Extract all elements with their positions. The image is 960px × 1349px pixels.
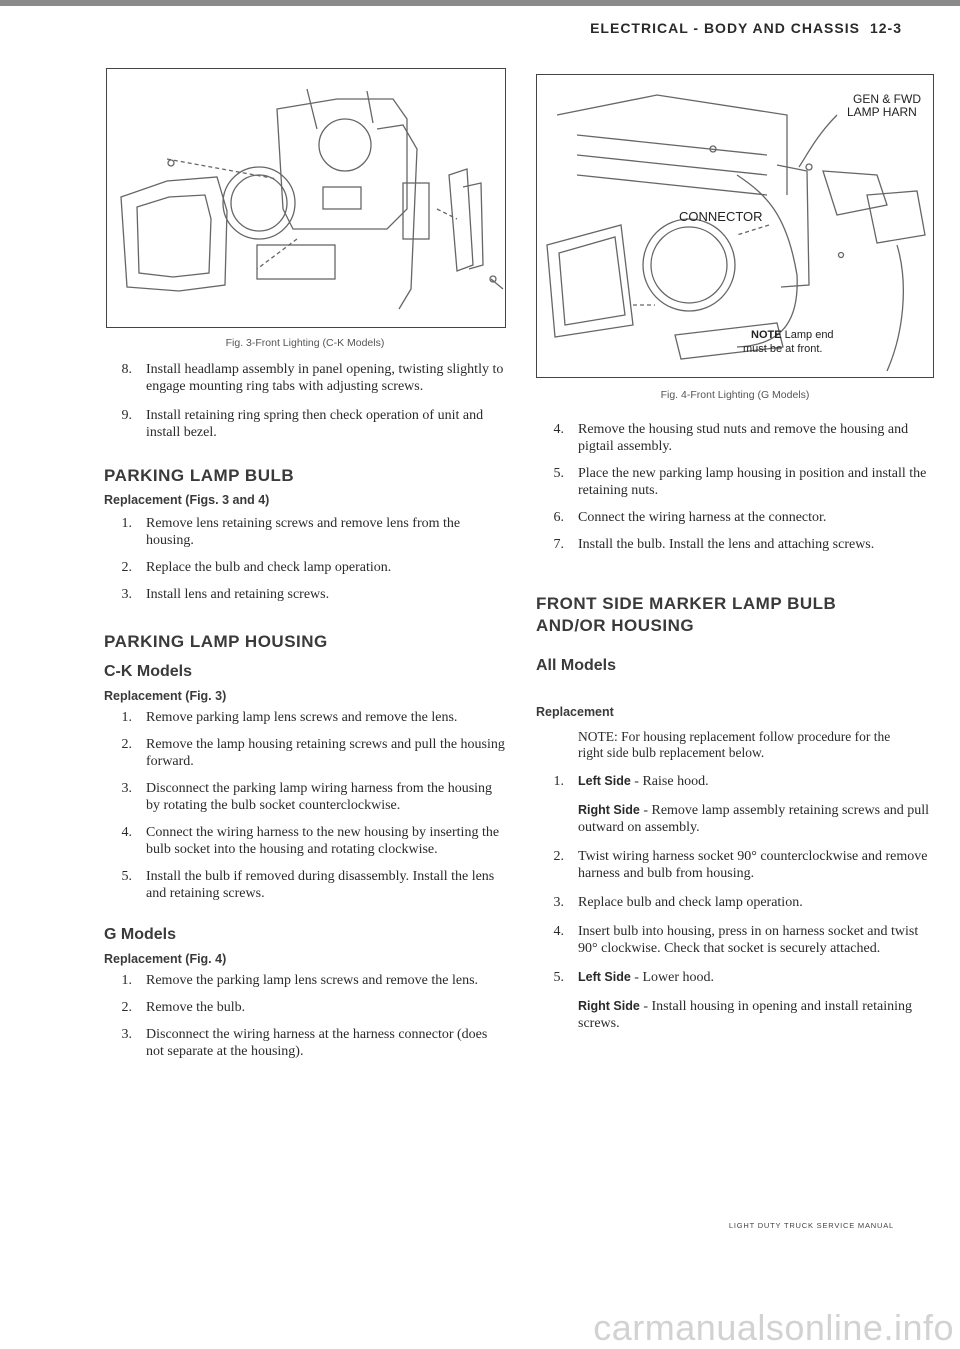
parking-bulb-replacement-subheading: Replacement (Figs. 3 and 4) xyxy=(104,493,270,507)
marker-replacement-subheading: Replacement xyxy=(536,705,614,719)
watermark: carmanualsonline.info xyxy=(593,1307,954,1348)
figure-4-caption: Fig. 4-Front Lighting (G Models) xyxy=(660,389,810,401)
figure-label-harness-1: GEN & FWD xyxy=(853,92,921,106)
parking-bulb-steps xyxy=(104,515,506,603)
g-models-heading: G Models xyxy=(104,926,177,943)
list-item: 2. Remove the bulb. xyxy=(121,1000,246,1015)
figure-note-line2: must be at front. xyxy=(743,343,823,355)
list-item: 5. Install the bulb if removed during disassembly. Install the lens and retaining screws. xyxy=(121,869,495,901)
list-item: 3. Replace bulb and check lamp operation. xyxy=(553,895,803,910)
list-item: 4. Remove the housing stud nuts and remove the housing and pigtail assembly. xyxy=(553,422,909,454)
figure-3-illustration xyxy=(106,68,506,328)
front-lighting-ck-drawing xyxy=(107,69,505,327)
right-column xyxy=(536,74,934,1032)
top-rule xyxy=(0,0,960,6)
list-item: 1. Remove parking lamp lens screws and remove the lens. xyxy=(121,710,458,725)
g-replacement-subheading: Replacement (Fig. 4) xyxy=(104,952,227,966)
figure-note-bold: NOTE xyxy=(751,329,782,341)
list-item: 4. Insert bulb into housing, press in on harness socket and twist 90° clockwise. Check that socket is securely attached. xyxy=(553,924,919,956)
figure-4-illustration xyxy=(536,74,934,378)
list-item: 1. Remove lens retaining screws and remove lens from the housing. xyxy=(121,516,461,548)
list-item: 7. Install the bulb. Install the lens and attaching screws. xyxy=(553,537,875,552)
list-item: 1. Left Side - Raise hood. xyxy=(553,774,709,789)
ck-housing-steps xyxy=(104,709,506,902)
list-item: 5. Place the new parking lamp housing in position and install the retaining nuts. xyxy=(553,466,927,498)
front-lighting-g-drawing xyxy=(537,75,933,377)
marker-note: NOTE: For housing replacement follow procedure for the right side bulb replacement below. xyxy=(578,729,891,760)
left-column xyxy=(104,68,506,1060)
ck-models-heading: C-K Models xyxy=(104,663,192,680)
list-item: 5. Left Side - Lower hood. xyxy=(553,970,714,985)
list-item: 8. Install headlamp assembly in panel opening, twisting slightly to engage mounting ring tabs with adjusting screws. xyxy=(121,362,504,394)
list-item: 3. Install lens and retaining screws. xyxy=(121,587,330,602)
ck-replacement-subheading: Replacement (Fig. 3) xyxy=(104,689,227,703)
page-number: 12-3 xyxy=(869,20,902,36)
marker-steps xyxy=(536,773,934,1032)
list-item: 3. Disconnect the parking lamp wiring harness from the housing by rotating the bulb socket counterclockwise. xyxy=(121,781,493,813)
list-item: Right Side - Remove lamp assembly retaining screws and pull outward on assembly. xyxy=(578,803,930,835)
list-item: 3. Disconnect the wiring harness at the harness connector (does not separate at the housing). xyxy=(121,1027,488,1059)
figure-3-caption: Fig. 3-Front Lighting (C-K Models) xyxy=(225,337,385,349)
figure-label-harness-2: LAMP HARN xyxy=(847,105,917,119)
figure-label-connector: CONNECTOR xyxy=(679,209,763,224)
all-models-heading: All Models xyxy=(536,657,617,674)
list-item: 2. Replace the bulb and check lamp operation. xyxy=(121,560,392,575)
list-item: 1. Remove the parking lamp lens screws and remove the lens. xyxy=(121,973,479,988)
g-housing-steps-continued xyxy=(536,421,934,553)
parking-lamp-housing-heading: PARKING LAMP HOUSING xyxy=(104,632,328,651)
parking-lamp-bulb-heading: PARKING LAMP BULB xyxy=(104,466,295,485)
list-item: Right Side - Install housing in opening and install retaining screws. xyxy=(578,999,912,1031)
headlamp-steps xyxy=(104,361,506,441)
list-item: 2. Twist wiring harness socket 90° counterclockwise and remove harness and bulb from housing. xyxy=(553,849,928,881)
manual-footer: LIGHT DUTY TRUCK SERVICE MANUAL xyxy=(728,1221,894,1230)
figure-note-line1: Lamp end xyxy=(784,329,834,341)
list-item: 6. Connect the wiring harness at the connector. xyxy=(553,510,827,525)
figure-label-note xyxy=(751,329,834,341)
section-title: ELECTRICAL - BODY AND CHASSIS xyxy=(590,20,860,36)
page-header xyxy=(590,20,902,36)
list-item: 4. Connect the wiring harness to the new housing by inserting the bulb socket into the housing and rotating clockwise. xyxy=(121,825,500,857)
list-item: 2. Remove the lamp housing retaining screws and pull the housing forward. xyxy=(121,737,505,769)
marker-lamp-heading-line1: FRONT SIDE MARKER LAMP BULB xyxy=(536,594,837,613)
marker-lamp-heading-line2: AND/OR HOUSING xyxy=(536,616,695,635)
g-housing-steps xyxy=(104,972,506,1060)
list-item: 9. Install retaining ring spring then check operation of unit and install bezel. xyxy=(121,408,484,440)
